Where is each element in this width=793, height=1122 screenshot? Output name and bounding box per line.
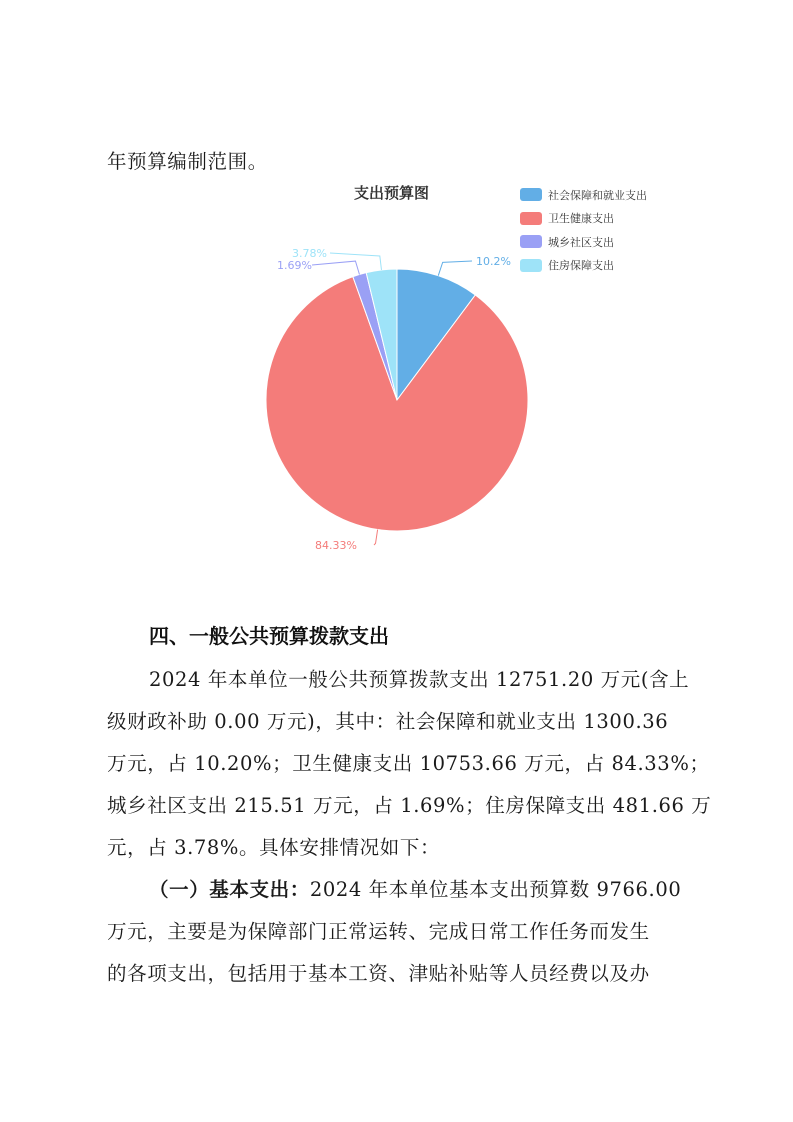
paragraph-line: 的各项支出，包括用于基本工资、津贴补贴等人员经费以及办	[107, 962, 650, 985]
leader-line	[374, 530, 378, 545]
previous-paragraph-end: 年预算编制范围。	[107, 150, 268, 173]
legend-label: 住房保障支出	[548, 259, 614, 273]
legend-label: 社会保障和就业支出	[548, 188, 647, 202]
basic-expenditure-line	[149, 876, 697, 904]
paragraph-line: 级财政补助 0.00 万元)，其中：社会保障和就业支出 1300.36	[107, 710, 669, 733]
leader-line	[312, 261, 359, 274]
data-label-health: 84.33%	[315, 539, 357, 552]
data-label-urban-community: 1.69%	[277, 259, 312, 272]
paragraph-line: 元，占 3.78%。具体安排情况如下：	[107, 836, 441, 859]
basic-expenditure-text: 2024 年本单位基本支出预算数 9766.00	[309, 878, 682, 901]
leader-line	[438, 261, 472, 276]
paragraph-line: 2024 年本单位一般公共预算拨款支出 12751.20 万元(含上	[149, 668, 690, 691]
data-label-housing: 3.78%	[292, 247, 327, 260]
section-heading: 四、一般公共预算拨款支出	[149, 624, 389, 648]
paragraph-line: 城乡社区支出 215.51 万元，占 1.69%；住房保障支出 481.66 万	[107, 794, 712, 817]
basic-expenditure-label: （一）基本支出：	[149, 878, 310, 901]
paragraph-line: 万元，主要是为保障部门正常运转、完成日常工作任务而发生	[107, 920, 650, 943]
chart-title: 支出预算图	[354, 184, 430, 202]
data-label-social-security: 10.2%	[476, 255, 511, 268]
legend-label: 卫生健康支出	[548, 212, 614, 226]
paragraph-line: 万元，占 10.20%；卫生健康支出 10753.66 万元，占 84.33%；	[107, 752, 710, 775]
legend-label: 城乡社区支出	[548, 235, 614, 249]
